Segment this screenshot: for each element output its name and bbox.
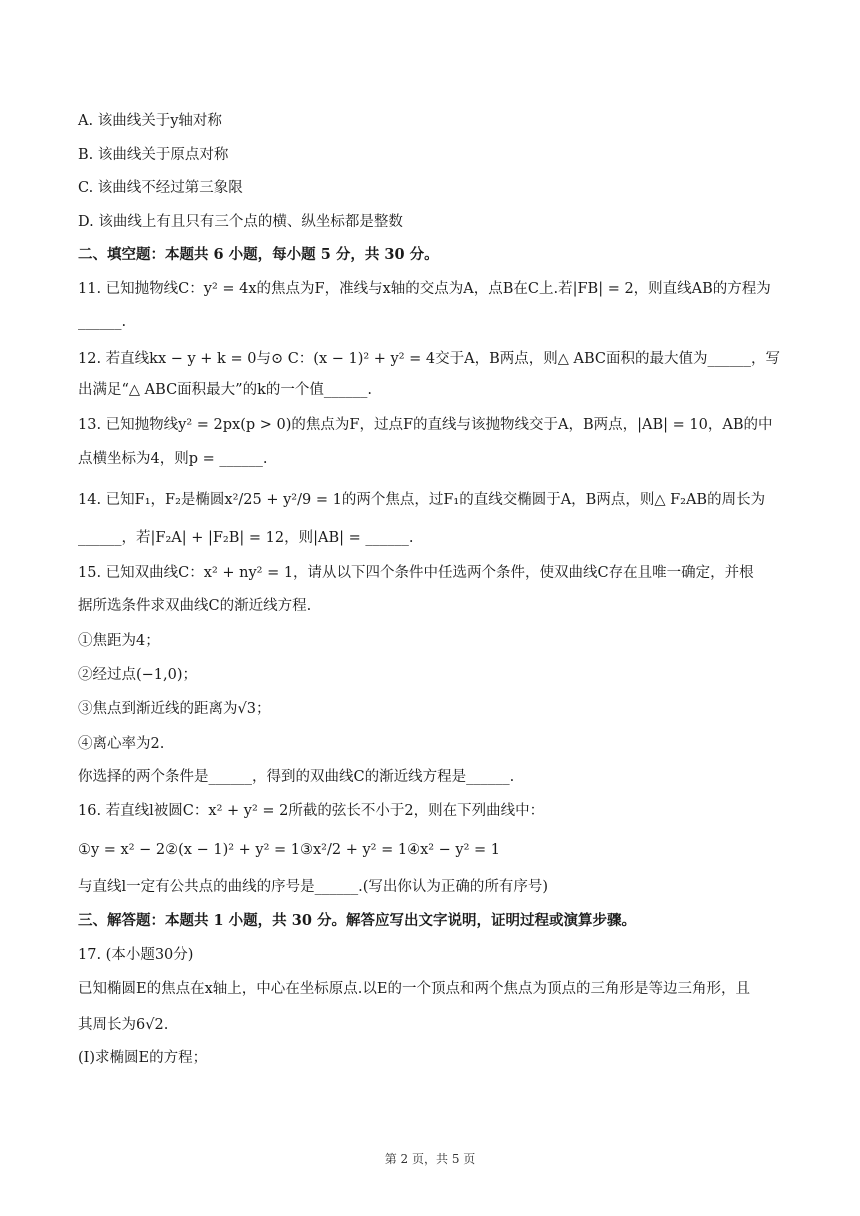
question-14: 14. 已知F₁，F₂是椭圆x²/25 + y²/9 = 1的两个焦点，过F₁的直线交椭圆于A，B两点，则△ F₂AB的周长为 xyxy=(78,492,766,508)
question-15-answer: 你选择的两个条件是______，得到的双曲线C的渐近线方程是______. xyxy=(78,769,515,785)
page-footer: 第 2 页，共 5 页 xyxy=(384,1152,476,1166)
question-11: 11. 已知抛物线C：y² = 4x的焦点为F，准线与x轴的交点为A，点B在C上.若|FB| = 2，则直线AB的方程为 xyxy=(78,281,771,297)
question-16: 16. 若直线l被圆C：x² + y² = 2所截的弦长不小于2，则在下列曲线中： xyxy=(78,803,545,819)
question-12: 12. 若直线kx − y + k = 0与⊙ C：(x − 1)² + y² = 4交于A，B两点，则△ ABC面积的最大值为______，写 xyxy=(78,351,781,367)
question-14-cont: ______，若|F₂A| + |F₂B| = 12，则|AB| = ______. xyxy=(78,530,414,546)
question-11-cont: ______. xyxy=(78,314,127,330)
condition-2: ②经过点(−1,0)； xyxy=(78,667,198,683)
question-17-cont: 其周长为6√2. xyxy=(78,1017,169,1033)
question-17-part-1: (Ⅰ)求椭圆E的方程； xyxy=(78,1050,208,1066)
question-12-cont: 出满足“△ ABC面积最大”的k的一个值______. xyxy=(78,382,372,398)
section-fill-blank-heading: 二、填空题：本题共 6 小题，每小题 5 分，共 30 分。 xyxy=(78,246,439,263)
condition-4: ④离心率为2. xyxy=(78,736,165,752)
question-17-title: 17. (本小题30分) xyxy=(78,947,194,963)
question-15-cont: 据所选条件求双曲线C的渐近线方程. xyxy=(78,598,312,614)
section-solution-heading: 三、解答题：本题共 1 小题，共 30 分。解答应写出文字说明，证明过程或演算步骤。 xyxy=(78,912,636,929)
condition-3: ③焦点到渐近线的距离为√3； xyxy=(78,701,271,717)
question-16-cont: 与直线l一定有公共点的曲线的序号是______.(写出你认为正确的所有序号) xyxy=(78,879,549,895)
question-15: 15. 已知双曲线C：x² + ny² = 1，请从以下四个条件中任选两个条件，使双曲线C存在且唯一确定，并根 xyxy=(78,565,754,581)
question-13-cont: 点横坐标为4，则p = ______. xyxy=(78,451,268,467)
option-a: A. 该曲线关于y轴对称 xyxy=(78,113,222,129)
condition-1: ①焦距为4； xyxy=(78,633,160,649)
option-b: B. 该曲线关于原点对称 xyxy=(78,147,229,163)
question-17: 已知椭圆E的焦点在x轴上，中心在坐标原点.以E的一个顶点和两个焦点为顶点的三角形是等边三角形，且 xyxy=(78,981,750,997)
option-d: D. 该曲线上有且只有三个点的横、纵坐标都是整数 xyxy=(78,214,403,230)
question-16-options: ①y = x² − 2②(x − 1)² + y² = 1③x²/2 + y² = 1④x² − y² = 1 xyxy=(78,842,501,858)
option-c: C. 该曲线不经过第三象限 xyxy=(78,180,243,196)
question-13: 13. 已知抛物线y² = 2px(p > 0)的焦点为F，过点F的直线与该抛物线交于A，B两点，|AB| = 10，AB的中 xyxy=(78,417,773,433)
